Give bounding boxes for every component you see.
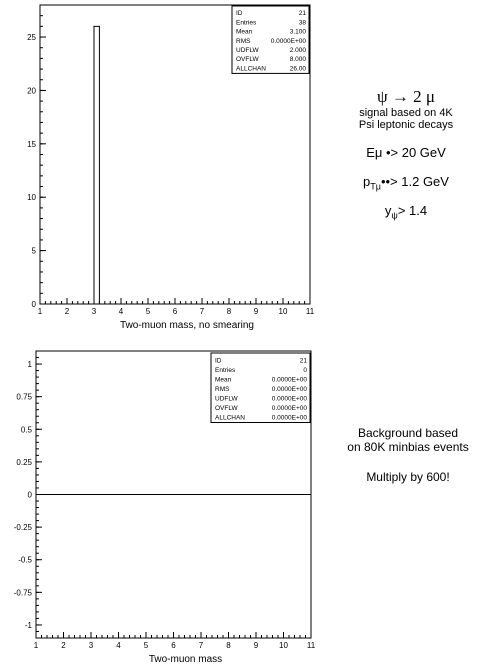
- stats-label: UDFLW: [236, 47, 259, 54]
- x-tick-label: 1: [37, 307, 43, 316]
- x-tick-label: 9: [253, 641, 259, 650]
- y-tick-label: 15: [27, 139, 36, 149]
- x-tick-label: 3: [91, 307, 97, 316]
- rapidity-cut-rest: > 1.4: [397, 202, 428, 218]
- x-tick-label: 9: [253, 307, 259, 316]
- background-note-line2: on 80K minbias events: [347, 439, 469, 454]
- signal-note-line2: Psi leptonic decays: [358, 119, 454, 132]
- x-tick-label: 6: [172, 307, 178, 316]
- stats-label: Entries: [215, 367, 236, 374]
- pt-cut-sub: Tμ: [370, 181, 381, 192]
- x-tick-label: 8: [226, 307, 232, 316]
- psi-title: ψ → 2 μ: [376, 87, 435, 106]
- x-tick-label: 7: [199, 307, 205, 316]
- y-tick-label: -1: [24, 620, 32, 630]
- stats-label: Mean: [215, 376, 232, 384]
- y-tick-label: 0.5: [20, 425, 32, 435]
- y-tick-label: 20: [27, 86, 36, 96]
- stats-label: OVFLW: [215, 405, 238, 412]
- x-axis-title: Two-muon mass, no smearing: [120, 320, 254, 331]
- x-tick-label: 3: [88, 641, 94, 650]
- histogram-bar: [94, 26, 99, 304]
- stats-value: 0.0000E+00: [271, 386, 307, 393]
- stats-label: ID: [215, 357, 222, 365]
- energy-cut: Eμ •> 20 GeV: [366, 144, 446, 160]
- stats-value: 0: [303, 367, 307, 374]
- stats-label: ALLCHAN: [236, 65, 266, 73]
- background-note-line1: Background based: [357, 426, 459, 440]
- stats-value: 38: [298, 19, 306, 27]
- x-tick-label: 5: [143, 641, 149, 650]
- y-tick-label: 5: [31, 246, 36, 256]
- x-tick-label: 8: [226, 641, 231, 650]
- stats-label: ID: [236, 10, 243, 18]
- stats-value: 3.100: [289, 28, 306, 36]
- stats-label: RMS: [236, 37, 251, 45]
- x-tick-label: 4: [116, 641, 121, 650]
- x-tick-label: 7: [198, 641, 204, 650]
- x-tick-label: 4: [118, 307, 124, 316]
- multiply-note: Multiply by 600!: [366, 469, 450, 484]
- x-tick-label: 1: [33, 641, 39, 650]
- stats-label: ALLCHAN: [215, 414, 245, 422]
- background-histogram: [0, 340, 488, 669]
- y-tick-label: 25: [27, 33, 36, 43]
- pt-cut-rest: ••> 1.2 GeV: [380, 173, 449, 189]
- stats-value: 0.0000E+00: [271, 414, 307, 422]
- rapidity-cut-sub: ψ: [391, 210, 398, 221]
- background-notes: [330, 427, 486, 484]
- stats-value: 21: [298, 10, 306, 18]
- y-tick-label: -0.25: [13, 523, 32, 533]
- stats-value: 21: [299, 357, 307, 365]
- x-tick-label: 2: [64, 307, 70, 316]
- stats-value: 0.0000E+00: [271, 376, 307, 384]
- x-tick-label: 11: [306, 641, 316, 650]
- y-tick-label: 10: [27, 193, 36, 203]
- x-tick-label: 6: [171, 641, 176, 650]
- stats-value: 8.000: [289, 56, 306, 64]
- rapidity-cut: [336, 204, 476, 221]
- x-tick-label: 10: [278, 307, 288, 316]
- y-tick-label: 1: [27, 360, 32, 370]
- y-tick-label: -0.5: [18, 555, 32, 565]
- pt-cut-base: p: [363, 173, 371, 189]
- x-tick-label: 2: [61, 641, 66, 650]
- stats-value: 26.00: [289, 65, 306, 73]
- rapidity-cut-base: y: [384, 202, 392, 218]
- x-tick-label: 10: [279, 641, 288, 650]
- stats-value: 0.0000E+00: [270, 37, 306, 45]
- stats-label: OVFLW: [236, 56, 259, 64]
- stats-label: RMS: [215, 386, 230, 393]
- y-tick-label: 0: [31, 300, 36, 309]
- stats-label: Entries: [236, 19, 257, 27]
- signal-notes: [336, 87, 476, 221]
- y-tick-label: 0: [27, 490, 32, 500]
- stats-value: 2.000: [289, 47, 306, 54]
- stats-label: UDFLW: [215, 395, 238, 403]
- y-tick-label: 0.25: [16, 457, 32, 467]
- stats-value: 0.0000E+00: [271, 395, 307, 403]
- x-axis-title: Two-muon mass: [148, 654, 223, 665]
- x-tick-label: 11: [305, 307, 315, 316]
- stats-label: Mean: [236, 28, 253, 36]
- y-tick-label: -0.75: [13, 588, 32, 598]
- stats-value: 0.0000E+00: [271, 405, 307, 412]
- pt-cut: [336, 175, 476, 192]
- y-tick-label: 0.75: [16, 392, 32, 402]
- x-tick-label: 5: [145, 307, 151, 316]
- signal-note-line1: signal based on 4K: [359, 106, 453, 119]
